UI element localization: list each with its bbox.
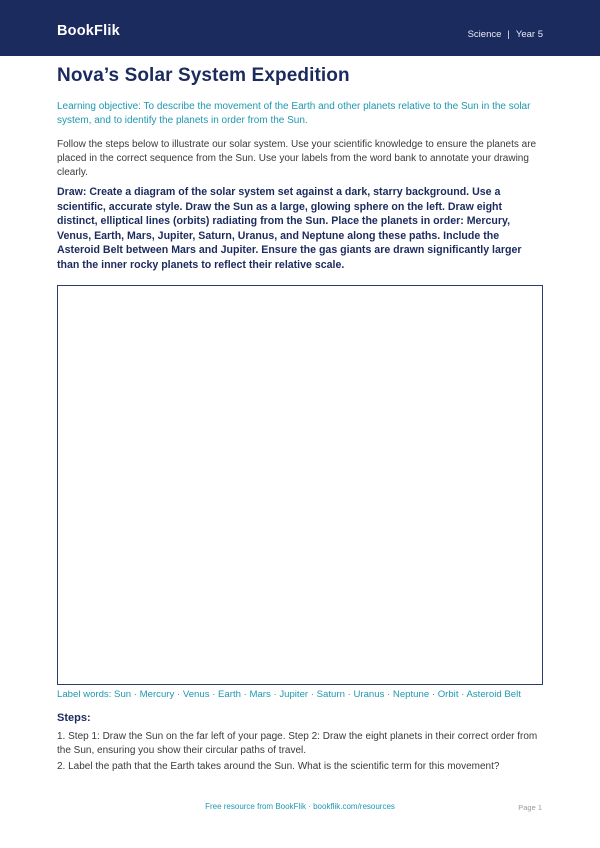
subject-label: Science <box>467 29 502 40</box>
step-item: 2. Label the path that the Earth takes around the Sun. What is the scientific term for this movement? <box>57 761 500 772</box>
learning-objective: Learning objective: To describe the movement of the Earth and other planets relative to the Sun in the solar system, and to identify the planets in order from the Sun. <box>57 101 531 126</box>
meta-separator: | <box>507 29 510 40</box>
page-number: Page 1 <box>518 803 542 812</box>
drawing-box[interactable] <box>57 285 543 685</box>
year-label: Year 5 <box>515 29 543 40</box>
steps-heading: Steps: <box>57 712 91 724</box>
subject-year-label <box>468 29 543 40</box>
intro-text: Follow the steps below to illustrate our solar system. Use your scientific knowledge to ensure the planets are placed in the correct sequence from the Sun. Use your labels from the word bank to annotate your drawing clearly. <box>57 139 537 178</box>
brand-logo: BookFlik <box>57 23 120 39</box>
footer-resource-link[interactable]: Free resource from BookFlik · bookflik.com/resources <box>205 802 395 811</box>
steps-list <box>57 730 543 777</box>
draw-instruction: Draw: Create a diagram of the solar system set against a dark, starry background. Use a scientific, accurate style. Draw the Sun as a large, glowing sphere on the left. Draw eight distinct, elliptical lines (orbits) radiating from the Sun. Place the planets in order: Mercury, Venus, Earth, Mars, Jupiter, Saturn, Uranus, and Neptune along these paths. Include the Asteroid Belt between Mars and Jupiter. Ensure the gas giants are drawn significantly larger than the inner rocky planets to reflect their relative scale. <box>57 186 522 271</box>
worksheet-title: Nova’s Solar System Expedition <box>57 65 350 86</box>
page-header <box>0 0 600 56</box>
word-bank: Label words: Sun · Mercury · Venus · Earth · Mars · Jupiter · Saturn · Uranus · Neptune · Orbit · Asteroid Belt <box>57 689 521 700</box>
step-item: 1. Step 1: Draw the Sun on the far left of your page. Step 2: Draw the eight planets in their correct order from the Sun, ensuring you show their circular paths of travel. <box>57 731 538 756</box>
